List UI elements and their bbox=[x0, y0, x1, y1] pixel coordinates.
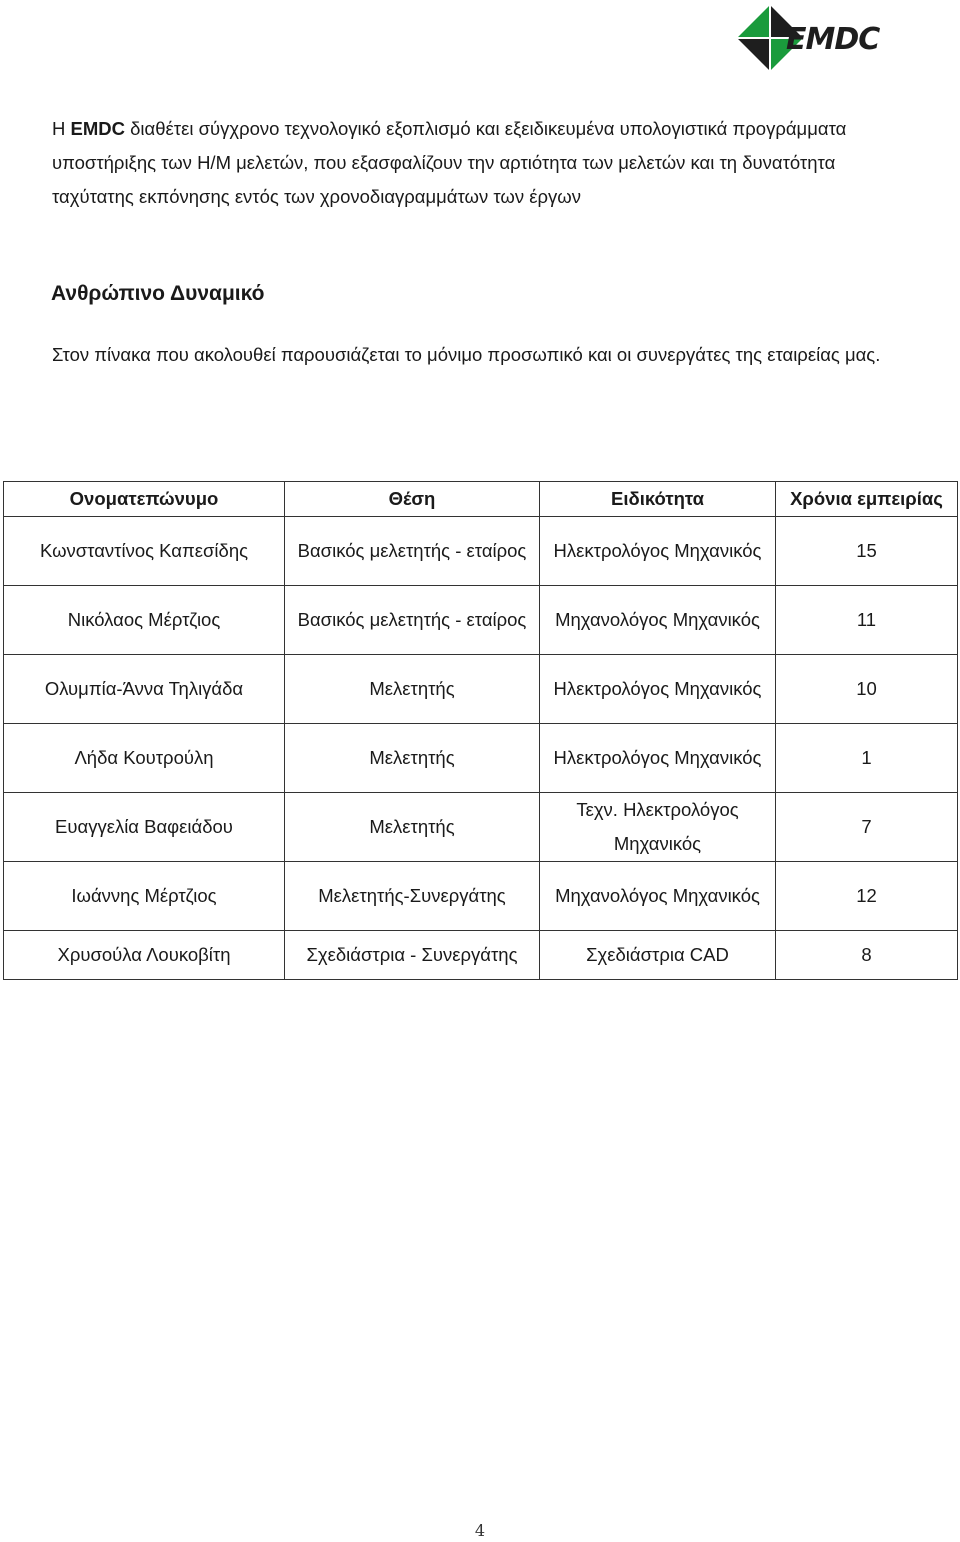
section-description: Στον πίνακα που ακολουθεί παρουσιάζεται το μόνιμο προσωπικό και οι συνεργάτες της εταιρείας μας. bbox=[52, 344, 881, 365]
cell-years: 1 bbox=[776, 724, 958, 793]
company-name: EMDC bbox=[70, 118, 125, 139]
intro-prefix: Η bbox=[52, 118, 71, 139]
cell-name: Νικόλαος Μέρτζιος bbox=[4, 586, 285, 655]
cell-specialty: Μηχανολόγος Μηχανικός bbox=[540, 586, 776, 655]
table-row bbox=[4, 931, 958, 980]
intro-text: διαθέτει σύγχρονο τεχνολογικό εξοπλισμό και εξειδικευμένα υπολογιστικά προγράμματα υποστήριξης των Η/Μ μελετών, που εξασφαλίζουν την αρτιότητα των μελετών και τη δυνατότητα ταχύτατης εκπόνησης εντός των χρονοδιαγραμμάτων των έργων bbox=[52, 118, 847, 207]
emdc-logo bbox=[734, 2, 914, 74]
cell-name: Χρυσούλα Λουκοβίτη bbox=[4, 931, 285, 980]
cell-name: Ιωάννης Μέρτζιος bbox=[4, 862, 285, 931]
page-number: 4 bbox=[474, 1521, 486, 1540]
cell-name: Κωνσταντίνος Καπεσίδης bbox=[4, 517, 285, 586]
cell-years: 11 bbox=[776, 586, 958, 655]
intro-paragraph bbox=[52, 112, 922, 214]
table-row bbox=[4, 862, 958, 931]
cell-name: Ευαγγελία Βαφειάδου bbox=[4, 793, 285, 862]
cell-name: Ολυμπία-Άννα Τηλιγάδα bbox=[4, 655, 285, 724]
section-title: Ανθρώπινο Δυναμικό bbox=[51, 282, 265, 305]
cell-specialty: Ηλεκτρολόγος Μηχανικός bbox=[540, 724, 776, 793]
cell-years: 10 bbox=[776, 655, 958, 724]
cell-specialty: Ηλεκτρολόγος Μηχανικός bbox=[540, 655, 776, 724]
cell-years: 7 bbox=[776, 793, 958, 862]
cell-position: Μελετητής bbox=[285, 724, 540, 793]
table-row bbox=[4, 724, 958, 793]
cell-position: Μελετητής bbox=[285, 793, 540, 862]
cell-name: Λήδα Κουτρούλη bbox=[4, 724, 285, 793]
table-row bbox=[4, 517, 958, 586]
cell-position: Σχεδιάστρια - Συνεργάτης bbox=[285, 931, 540, 980]
cell-years: 8 bbox=[776, 931, 958, 980]
table-row bbox=[4, 586, 958, 655]
cell-specialty: Σχεδιάστρια CAD bbox=[540, 931, 776, 980]
table-row bbox=[4, 793, 958, 862]
cell-years: 15 bbox=[776, 517, 958, 586]
cell-position: Βασικός μελετητής - εταίρος bbox=[285, 517, 540, 586]
svg-text:EMDC: EMDC bbox=[786, 22, 880, 57]
cell-position: Μελετητής-Συνεργάτης bbox=[285, 862, 540, 931]
header-position: Θέση bbox=[285, 482, 540, 517]
header-specialty: Ειδικότητα bbox=[540, 482, 776, 517]
cell-position: Βασικός μελετητής - εταίρος bbox=[285, 586, 540, 655]
table-row bbox=[4, 655, 958, 724]
cell-position: Μελετητής bbox=[285, 655, 540, 724]
cell-specialty: Τεχν. Ηλεκτρολόγος Μηχανικός bbox=[540, 793, 776, 862]
header-name: Ονοματεπώνυμο bbox=[4, 482, 285, 517]
header-years: Χρόνια εμπειρίας bbox=[776, 482, 958, 517]
cell-specialty: Μηχανολόγος Μηχανικός bbox=[540, 862, 776, 931]
cell-years: 12 bbox=[776, 862, 958, 931]
table-header-row bbox=[4, 482, 958, 517]
staff-table bbox=[3, 481, 958, 980]
cell-specialty: Ηλεκτρολόγος Μηχανικός bbox=[540, 517, 776, 586]
